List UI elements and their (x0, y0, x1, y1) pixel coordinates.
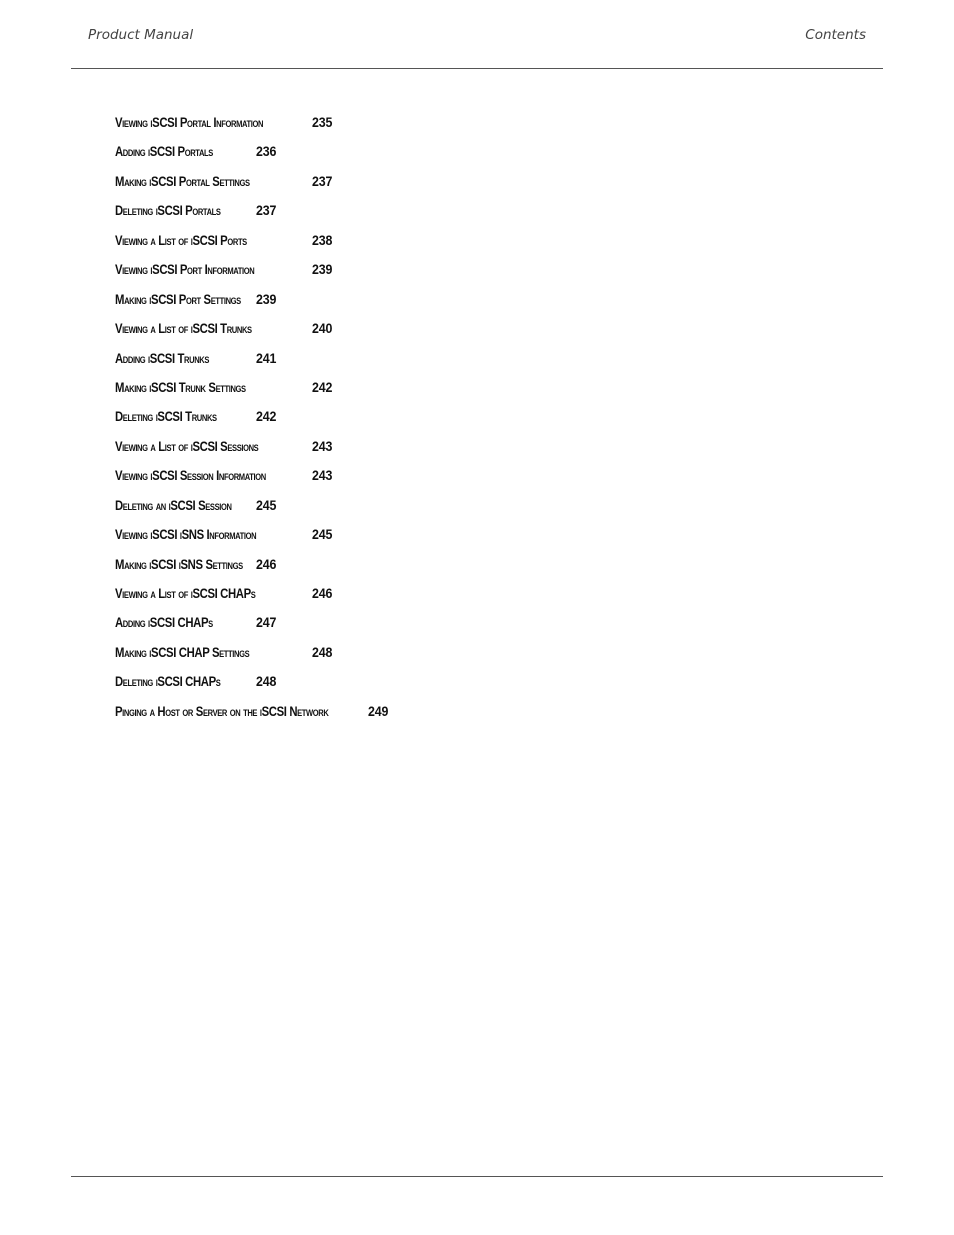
toc-entry[interactable] (115, 112, 715, 141)
toc-entry[interactable] (115, 171, 715, 200)
toc-entry[interactable] (115, 200, 715, 229)
toc-entry[interactable] (115, 583, 715, 612)
header-section-title: Contents (805, 27, 866, 43)
toc-entry[interactable] (115, 642, 715, 671)
toc-entry-title: Adding iSCSI Trunks (115, 350, 210, 366)
table-of-contents (115, 112, 715, 730)
toc-entry-title: Deleting iSCSI CHAPs (115, 674, 221, 690)
toc-entry[interactable] (115, 230, 715, 259)
toc-entry-page: 243 (312, 438, 333, 454)
toc-entry-page: 241 (256, 350, 277, 366)
toc-entry-page: 237 (256, 203, 277, 219)
toc-entry-title: Adding iSCSI CHAPs (115, 615, 213, 631)
toc-entry-title: Deleting iSCSI Portals (115, 203, 221, 219)
toc-entry-title: Making iSCSI iSNS Settings (115, 556, 243, 572)
toc-entry[interactable] (115, 495, 715, 524)
toc-entry[interactable] (115, 318, 715, 347)
toc-entry-page: 247 (256, 615, 277, 631)
toc-entry-page: 248 (256, 674, 277, 690)
toc-entry[interactable] (115, 436, 715, 465)
toc-entry-page: 243 (312, 468, 333, 484)
toc-entry-title: Pinging a Host or Server on the iSCSI Network (115, 703, 329, 719)
toc-entry-page: 235 (312, 115, 333, 130)
toc-entry-title: Viewing iSCSI Portal Information (115, 115, 264, 130)
toc-entry-title: Viewing a List of iSCSI Sessions (115, 438, 259, 454)
toc-entry[interactable] (115, 612, 715, 641)
toc-entry[interactable] (115, 701, 715, 730)
toc-entry-title: Viewing a List of iSCSI CHAPs (115, 586, 256, 601)
toc-entry-title: Viewing a List of iSCSI Trunks (115, 321, 252, 337)
toc-entry-page: 245 (312, 527, 333, 543)
toc-entry-page: 240 (312, 321, 333, 337)
toc-entry-page: 249 (368, 703, 389, 719)
toc-entry-page: 238 (312, 232, 333, 248)
toc-entry-page: 246 (312, 586, 333, 601)
toc-entry-title: Making iSCSI Trunk Settings (115, 379, 246, 395)
toc-entry-page: 246 (256, 556, 277, 572)
toc-entry-title: Deleting an iSCSI Session (115, 497, 232, 513)
toc-entry-page: 236 (256, 144, 277, 160)
toc-entry-title: Making iSCSI Portal Settings (115, 173, 250, 189)
toc-entry-title: Viewing iSCSI Session Information (115, 468, 266, 484)
toc-entry-title: Viewing iSCSI iSNS Information (115, 527, 257, 543)
header-divider (71, 68, 883, 69)
toc-entry-title: Deleting iSCSI Trunks (115, 409, 217, 425)
toc-entry-page: 248 (312, 644, 333, 660)
toc-entry-page: 239 (312, 262, 333, 278)
toc-entry[interactable] (115, 141, 715, 170)
toc-entry-page: 245 (256, 497, 277, 513)
toc-entry[interactable] (115, 524, 715, 553)
toc-entry-page: 242 (256, 409, 277, 425)
toc-entry-title: Adding iSCSI Portals (115, 144, 213, 160)
toc-entry[interactable] (115, 289, 715, 318)
toc-entry[interactable] (115, 377, 715, 406)
toc-entry-page: 239 (256, 291, 277, 307)
toc-entry-title: Viewing iSCSI Port Information (115, 262, 255, 278)
toc-entry[interactable] (115, 348, 715, 377)
toc-entry[interactable] (115, 259, 715, 288)
toc-entry-title: Making iSCSI Port Settings (115, 291, 241, 307)
toc-entry-page: 242 (312, 379, 333, 395)
toc-entry-title: Viewing a List of iSCSI Ports (115, 232, 247, 248)
header-document-title: Product Manual (88, 27, 194, 43)
footer-divider (71, 1176, 883, 1177)
toc-entry[interactable] (115, 554, 715, 583)
toc-entry[interactable] (115, 406, 715, 435)
toc-entry[interactable] (115, 671, 715, 700)
toc-entry-title: Making iSCSI CHAP Settings (115, 644, 250, 660)
toc-entry-page: 237 (312, 173, 333, 189)
toc-entry[interactable] (115, 465, 715, 494)
page-header (88, 27, 866, 45)
